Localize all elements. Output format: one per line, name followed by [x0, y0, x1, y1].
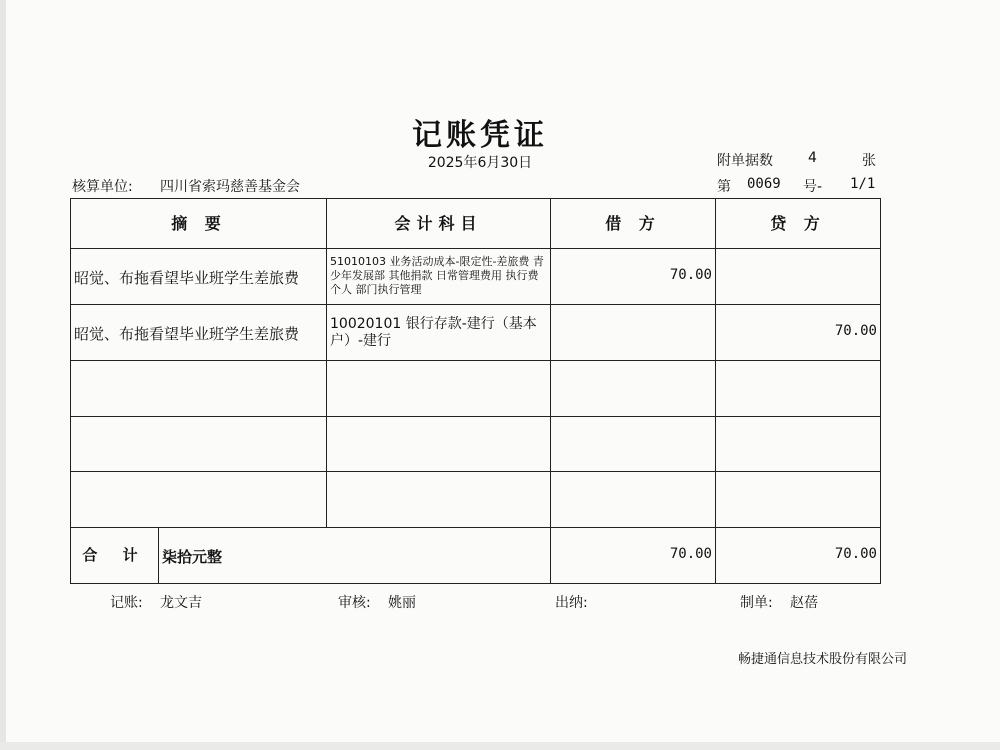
preparer-label: 制单: — [740, 595, 773, 611]
preparer-name: 赵蓓 — [790, 595, 818, 611]
entry-credit: 70.00 — [834, 323, 877, 339]
reviewer-label: 审核: — [338, 595, 371, 611]
column-header-summary: 摘 要 — [171, 214, 227, 233]
row-divider — [70, 248, 881, 249]
voucher-page-count: 1/1 — [850, 176, 876, 192]
column-divider — [550, 198, 551, 584]
attachments-count: 4 — [808, 150, 817, 166]
row-divider — [70, 304, 881, 305]
voucher-title: 记账凭证 — [412, 118, 548, 153]
attachments-label: 附单据数 — [717, 153, 773, 169]
entry-debit: 70.00 — [669, 267, 712, 283]
entry-summary: 昭觉、布拖看望毕业班学生差旅费 — [74, 325, 300, 343]
row-divider — [70, 360, 881, 361]
row-divider — [70, 416, 881, 417]
cashier-label: 出纳: — [555, 595, 588, 611]
entry-account: 51010103 业务活动成本-限定性-差旅费 青少年发展部 其他捐款 日常管理费用 执行费 个人 部门执行管理 — [330, 255, 544, 296]
reviewer-name: 姚丽 — [388, 595, 416, 611]
total-amount-in-words: 柒拾元整 — [162, 548, 223, 566]
column-header-credit: 贷 方 — [770, 214, 826, 233]
bookkeeper-name: 龙文吉 — [160, 595, 202, 611]
column-divider — [715, 198, 716, 584]
total-credit: 70.00 — [834, 546, 877, 562]
column-divider — [158, 527, 159, 584]
accounting-unit-name: 四川省索玛慈善基金会 — [160, 179, 300, 195]
entry-summary: 昭觉、布拖看望毕业班学生差旅费 — [74, 269, 300, 287]
voucher-number: 0069 — [747, 176, 781, 192]
attachments-unit: 张 — [862, 153, 876, 169]
software-vendor-name: 畅捷通信息技术股份有限公司 — [738, 652, 908, 667]
voucher-number-prefix: 第 — [717, 179, 731, 195]
total-label: 合 计 — [82, 546, 148, 564]
voucher-date: 2025年6月30日 — [427, 155, 533, 171]
accounting-unit-label: 核算单位: — [72, 179, 133, 195]
bookkeeper-label: 记账: — [110, 595, 143, 611]
voucher-number-suffix: 号- — [803, 179, 823, 195]
column-header-debit: 借 方 — [605, 214, 661, 233]
row-divider — [70, 527, 881, 528]
total-debit: 70.00 — [669, 546, 712, 562]
row-divider — [70, 471, 881, 472]
scan-edge-bottom — [0, 742, 1000, 750]
column-header-account: 会计科目 — [394, 214, 483, 233]
entry-account: 10020101 银行存款-建行（基本户）-建行 — [330, 316, 537, 349]
